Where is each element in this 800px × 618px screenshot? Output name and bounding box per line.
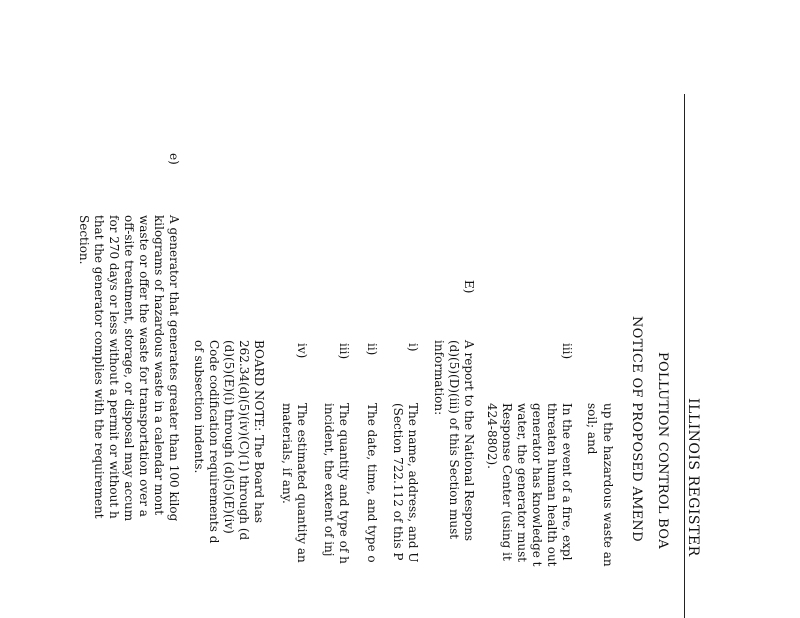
subitem-marker: ii)	[365, 343, 379, 356]
item-E-line: (d)(5)(D)(iii) of this Section must	[447, 340, 461, 540]
subitem-line: (Section 722.112 of this P	[391, 403, 405, 561]
continuation-line: up the hazardous waste an	[601, 403, 615, 567]
item-e-line: off-site treatment, storage, or disposal may accum	[122, 215, 136, 522]
item-marker: E)	[462, 280, 476, 294]
item-E-line: information:	[432, 340, 446, 416]
item-iii-line: Response Center (using it	[500, 403, 514, 561]
board-note-line: Code codification requirements d	[207, 340, 221, 544]
item-marker: iii)	[560, 343, 574, 360]
item-e-line: for 270 days or less without a permit or without h	[107, 215, 121, 519]
item-E-line: A report to the National Respons	[462, 340, 476, 542]
board-note-line: of subsection indents.	[192, 340, 206, 474]
item-marker: e)	[167, 153, 181, 165]
subitem-line: materials, if any.	[280, 403, 294, 504]
register-title: ILLINOIS REGISTER	[685, 398, 701, 557]
item-e-line: waste or offer the waste for transportation over a	[137, 215, 151, 517]
item-e-line: that the generator complies with the requirement	[92, 215, 106, 519]
notice-title: NOTICE OF PROPOSED AMEND	[629, 316, 644, 542]
item-iii-line: In the event of a fire, expl	[560, 403, 574, 561]
subitem-line: The quantity and type of h	[337, 403, 351, 564]
item-e-line: kilograms of hazardous waste in a calendar mont	[152, 215, 166, 516]
item-iii-line: threaten human health out	[545, 403, 559, 567]
subitem-line: The name, address, and U	[406, 403, 420, 563]
board-name: POLLUTION CONTROL BOA	[655, 352, 670, 549]
board-note-line: (d)(5)(E)(i) through (d)(5)(E)(iv)	[222, 340, 236, 534]
item-e-line: Section.	[77, 215, 91, 265]
continuation-line: soil; and	[585, 403, 599, 455]
subitem-line: The date, time, and type o	[365, 403, 379, 563]
subitem-marker: i)	[406, 343, 420, 352]
subitem-marker: iv)	[295, 343, 309, 359]
item-e-line: A generator that generates greater than 100 kilog	[167, 215, 181, 522]
item-iii-line: water, the generator must	[515, 403, 529, 563]
board-note-line: BOARD NOTE: The Board has	[252, 340, 266, 524]
item-iii-line: generator has knowledge t	[530, 403, 544, 567]
item-iii-line: 424-8802).	[485, 403, 499, 469]
subitem-line: The estimated quantity an	[295, 403, 309, 563]
subitem-line: incident, the extent of inj	[322, 403, 336, 557]
board-note-line: 262.34(d)(5)(iv)(C)(1) through (d	[237, 340, 251, 541]
subitem-marker: iii)	[337, 343, 351, 360]
